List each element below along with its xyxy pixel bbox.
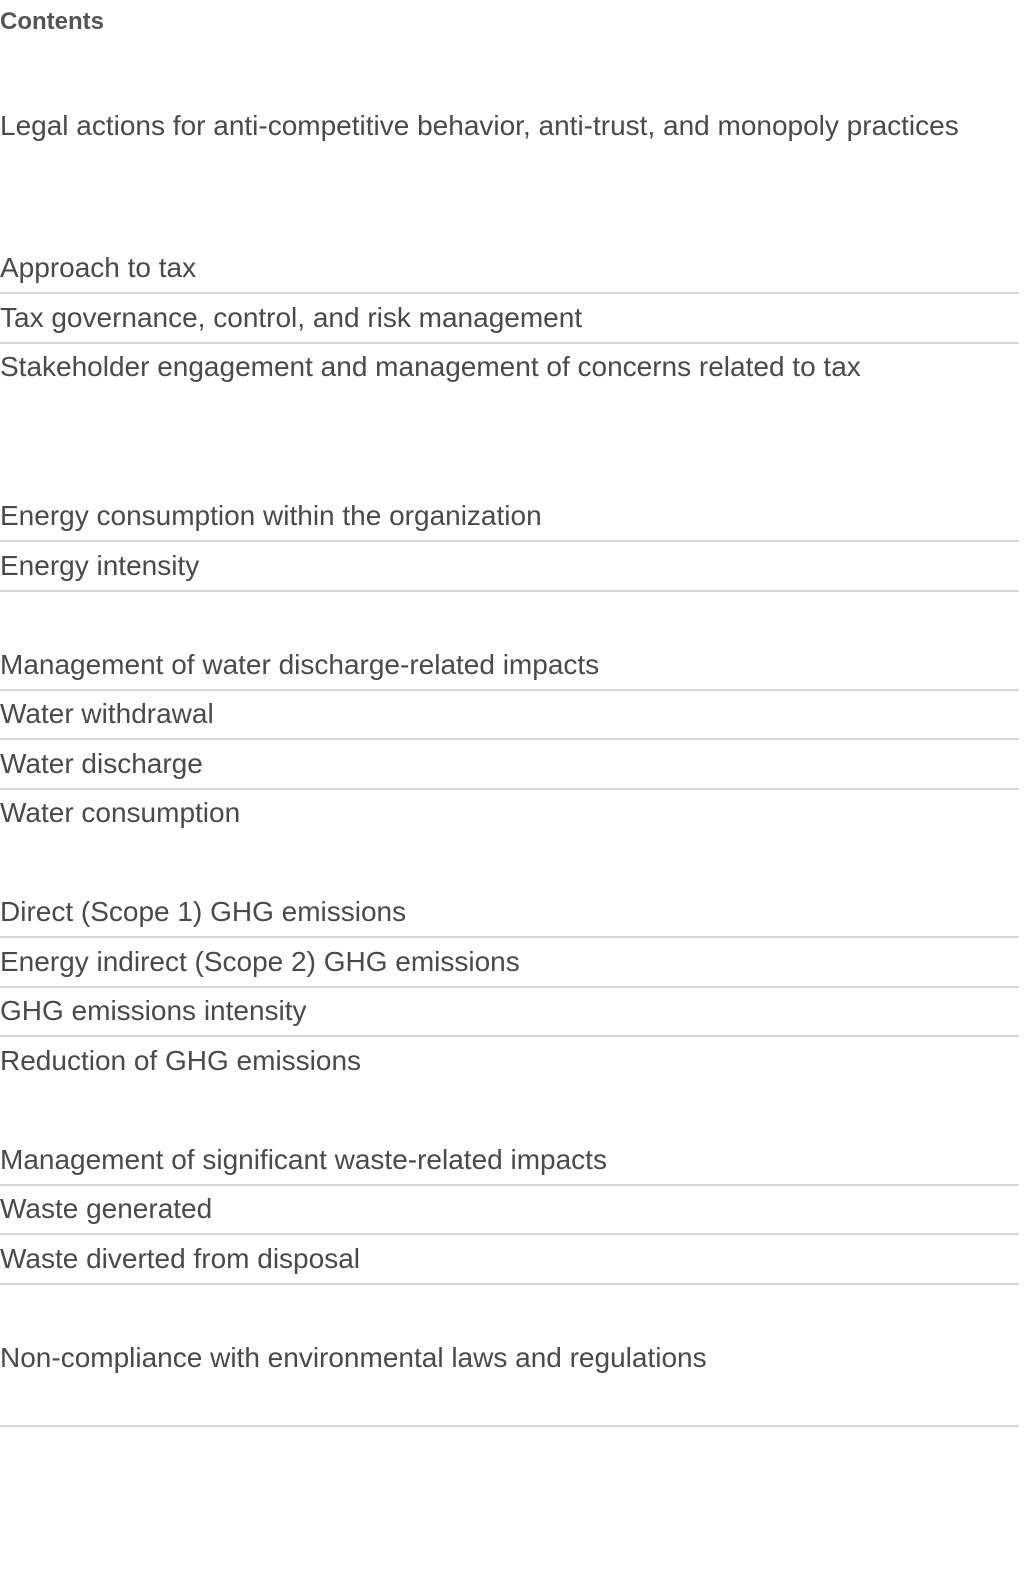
list-item: Energy indirect (Scope 2) GHG emissions — [0, 946, 520, 977]
list-item: Stakeholder engagement and management of concerns related to tax — [0, 351, 861, 382]
divider — [0, 936, 1019, 938]
list-item: Water discharge — [0, 748, 203, 779]
divider — [0, 590, 1019, 592]
list-item: Management of significant waste-related impacts — [0, 1144, 607, 1175]
list-item: Energy intensity — [0, 550, 200, 581]
list-item: Approach to tax — [0, 252, 197, 283]
list-item: Direct (Scope 1) GHG emissions — [0, 896, 407, 927]
divider — [0, 1233, 1019, 1235]
list-item: Water withdrawal — [0, 698, 214, 729]
divider — [0, 1035, 1019, 1037]
divider — [0, 1283, 1019, 1285]
list-item: Energy consumption within the organization — [0, 500, 542, 531]
divider — [0, 788, 1019, 790]
list-item: Waste generated — [0, 1193, 213, 1224]
divider — [0, 986, 1019, 988]
divider — [0, 689, 1019, 691]
list-item: Reduction of GHG emissions — [0, 1045, 362, 1076]
list-item: GHG emissions intensity — [0, 995, 307, 1026]
divider — [0, 1184, 1019, 1186]
divider — [0, 738, 1019, 740]
list-item: Tax governance, control, and risk management — [0, 302, 583, 333]
list-item: Waste diverted from disposal — [0, 1243, 360, 1274]
list-item: Non-compliance with environmental laws and regulations — [0, 1342, 707, 1373]
divider — [0, 342, 1019, 344]
list-item: Legal actions for anti-competitive behavior, anti-trust, and monopoly practices — [0, 110, 959, 141]
divider — [0, 1425, 1019, 1427]
divider — [0, 540, 1019, 542]
list-item: Management of water discharge-related impacts — [0, 649, 600, 680]
list-item: Water consumption — [0, 797, 241, 828]
contents-heading: Contents — [0, 8, 104, 35]
divider — [0, 292, 1019, 294]
